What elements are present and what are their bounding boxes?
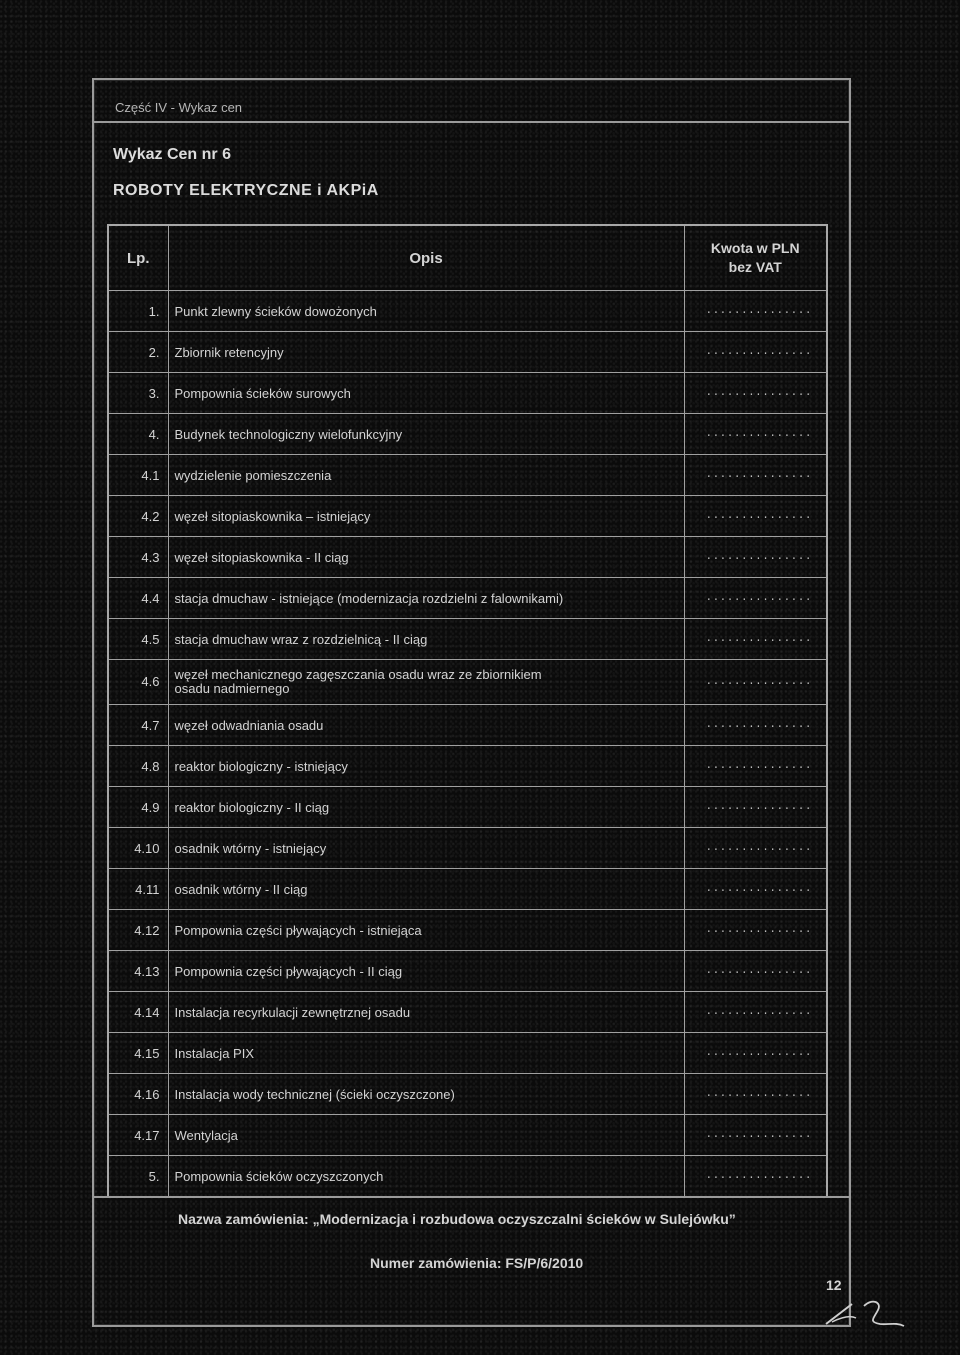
row-lp: 4.: [108, 414, 168, 455]
row-amount: ...............: [684, 537, 827, 578]
row-description: stacja dmuchaw - istniejące (modernizacja rozdzielni z falownikami): [168, 578, 684, 619]
row-description: Instalacja wody technicznej (ścieki oczyszczone): [168, 1074, 684, 1115]
row-description-line2: osadu nadmiernego: [174, 681, 290, 696]
row-amount: ...............: [684, 1115, 827, 1156]
document-title: Wykaz Cen nr 6: [113, 146, 231, 163]
row-amount: ...............: [684, 910, 827, 951]
table-row: [108, 992, 827, 1033]
row-description: Budynek technologiczny wielofunkcyjny: [168, 414, 684, 455]
row-amount: ...............: [684, 414, 827, 455]
row-description: reaktor biologiczny - istniejący: [168, 746, 684, 787]
row-description: reaktor biologiczny - II ciąg: [168, 787, 684, 828]
row-lp: 4.14: [108, 992, 168, 1033]
column-header-lp: Lp.: [108, 225, 168, 291]
row-lp: 3.: [108, 373, 168, 414]
row-description: Zbiornik retencyjny: [168, 332, 684, 373]
footer-divider: [92, 1196, 849, 1198]
row-lp: 4.7: [108, 705, 168, 746]
table-row: [108, 787, 827, 828]
row-description: [168, 660, 684, 705]
order-name: Nazwa zamówienia: „Modernizacja i rozbudowa oczyszczalni ścieków w Sulejówku”: [178, 1211, 736, 1227]
row-lp: 5.: [108, 1156, 168, 1198]
table-row: [108, 619, 827, 660]
row-amount: ...............: [684, 828, 827, 869]
row-description: osadnik wtórny - istniejący: [168, 828, 684, 869]
row-lp: 4.16: [108, 1074, 168, 1115]
row-lp: 4.8: [108, 746, 168, 787]
table-header-row: [108, 225, 827, 291]
amount-header-line2: bez VAT: [728, 259, 782, 275]
row-amount: ...............: [684, 1074, 827, 1115]
table-row: [108, 1033, 827, 1074]
row-amount: ...............: [684, 496, 827, 537]
row-lp: 4.9: [108, 787, 168, 828]
row-lp: 4.5: [108, 619, 168, 660]
table-row: [108, 705, 827, 746]
table-row: [108, 746, 827, 787]
row-amount: ...............: [684, 291, 827, 332]
column-header-amount: [684, 225, 827, 291]
table-row: [108, 578, 827, 619]
row-lp: 4.1: [108, 455, 168, 496]
table-row: [108, 951, 827, 992]
row-description: Punkt zlewny ścieków dowożonych: [168, 291, 684, 332]
row-amount: ...............: [684, 705, 827, 746]
row-amount: ...............: [684, 869, 827, 910]
table-row: [108, 537, 827, 578]
table-row: [108, 1156, 827, 1198]
row-amount: ...............: [684, 578, 827, 619]
row-lp: 2.: [108, 332, 168, 373]
row-description: Pompownia ścieków surowych: [168, 373, 684, 414]
part-label: Część IV - Wykaz cen: [115, 100, 243, 115]
table-row: [108, 496, 827, 537]
row-amount: ...............: [684, 951, 827, 992]
table-row: [108, 910, 827, 951]
row-description: węzeł sitopiaskownika – istniejący: [168, 496, 684, 537]
table-row: [108, 373, 827, 414]
row-description: wydzielenie pomieszczenia: [168, 455, 684, 496]
row-lp: 1.: [108, 291, 168, 332]
row-description: stacja dmuchaw wraz z rozdzielnicą - II ciąg: [168, 619, 684, 660]
row-amount: ...............: [684, 992, 827, 1033]
table-row: [108, 828, 827, 869]
table-row: [108, 455, 827, 496]
amount-header-line1: Kwota w PLN: [710, 240, 800, 256]
row-amount: ...............: [684, 787, 827, 828]
table-row: [108, 1115, 827, 1156]
row-lp: 4.4: [108, 578, 168, 619]
page-number: 12: [826, 1277, 842, 1293]
row-description: Instalacja recyrkulacji zewnętrznej osadu: [168, 992, 684, 1033]
row-amount: ...............: [684, 373, 827, 414]
row-amount: ...............: [684, 746, 827, 787]
row-description: węzeł sitopiaskownika - II ciąg: [168, 537, 684, 578]
header-divider: [92, 121, 849, 123]
row-description: węzeł odwadniania osadu: [168, 705, 684, 746]
column-header-description: Opis: [168, 225, 684, 291]
row-description: Wentylacja: [168, 1115, 684, 1156]
row-amount: ...............: [684, 455, 827, 496]
table-row: [108, 291, 827, 332]
row-lp: 4.17: [108, 1115, 168, 1156]
row-amount: ...............: [684, 1156, 827, 1198]
row-description: Instalacja PIX: [168, 1033, 684, 1074]
price-table: [107, 224, 828, 1198]
row-lp: 4.3: [108, 537, 168, 578]
row-lp: 4.13: [108, 951, 168, 992]
table-row: [108, 869, 827, 910]
row-lp: 4.10: [108, 828, 168, 869]
table-row: [108, 332, 827, 373]
row-lp: 4.15: [108, 1033, 168, 1074]
row-amount: ...............: [684, 660, 827, 705]
document-subtitle: ROBOTY ELEKTRYCZNE i AKPiA: [113, 182, 379, 199]
row-amount: ...............: [684, 332, 827, 373]
row-description: Pompownia ścieków oczyszczonych: [168, 1156, 684, 1198]
row-lp: 4.12: [108, 910, 168, 951]
signature-mark: [822, 1292, 912, 1332]
row-amount: ...............: [684, 1033, 827, 1074]
row-description: Pompownia części pływających - istniejąca: [168, 910, 684, 951]
row-amount: ...............: [684, 619, 827, 660]
row-description: Pompownia części pływających - II ciąg: [168, 951, 684, 992]
table-row: [108, 1074, 827, 1115]
row-lp: 4.2: [108, 496, 168, 537]
row-lp: 4.6: [108, 660, 168, 705]
row-lp: 4.11: [108, 869, 168, 910]
table-row: [108, 414, 827, 455]
row-description: osadnik wtórny - II ciąg: [168, 869, 684, 910]
row-description-line1: węzeł mechanicznego zagęszczania osadu wraz ze zbiornikiem: [174, 667, 542, 682]
order-number: Numer zamówienia: FS/P/6/2010: [370, 1255, 584, 1271]
table-row: [108, 660, 827, 705]
